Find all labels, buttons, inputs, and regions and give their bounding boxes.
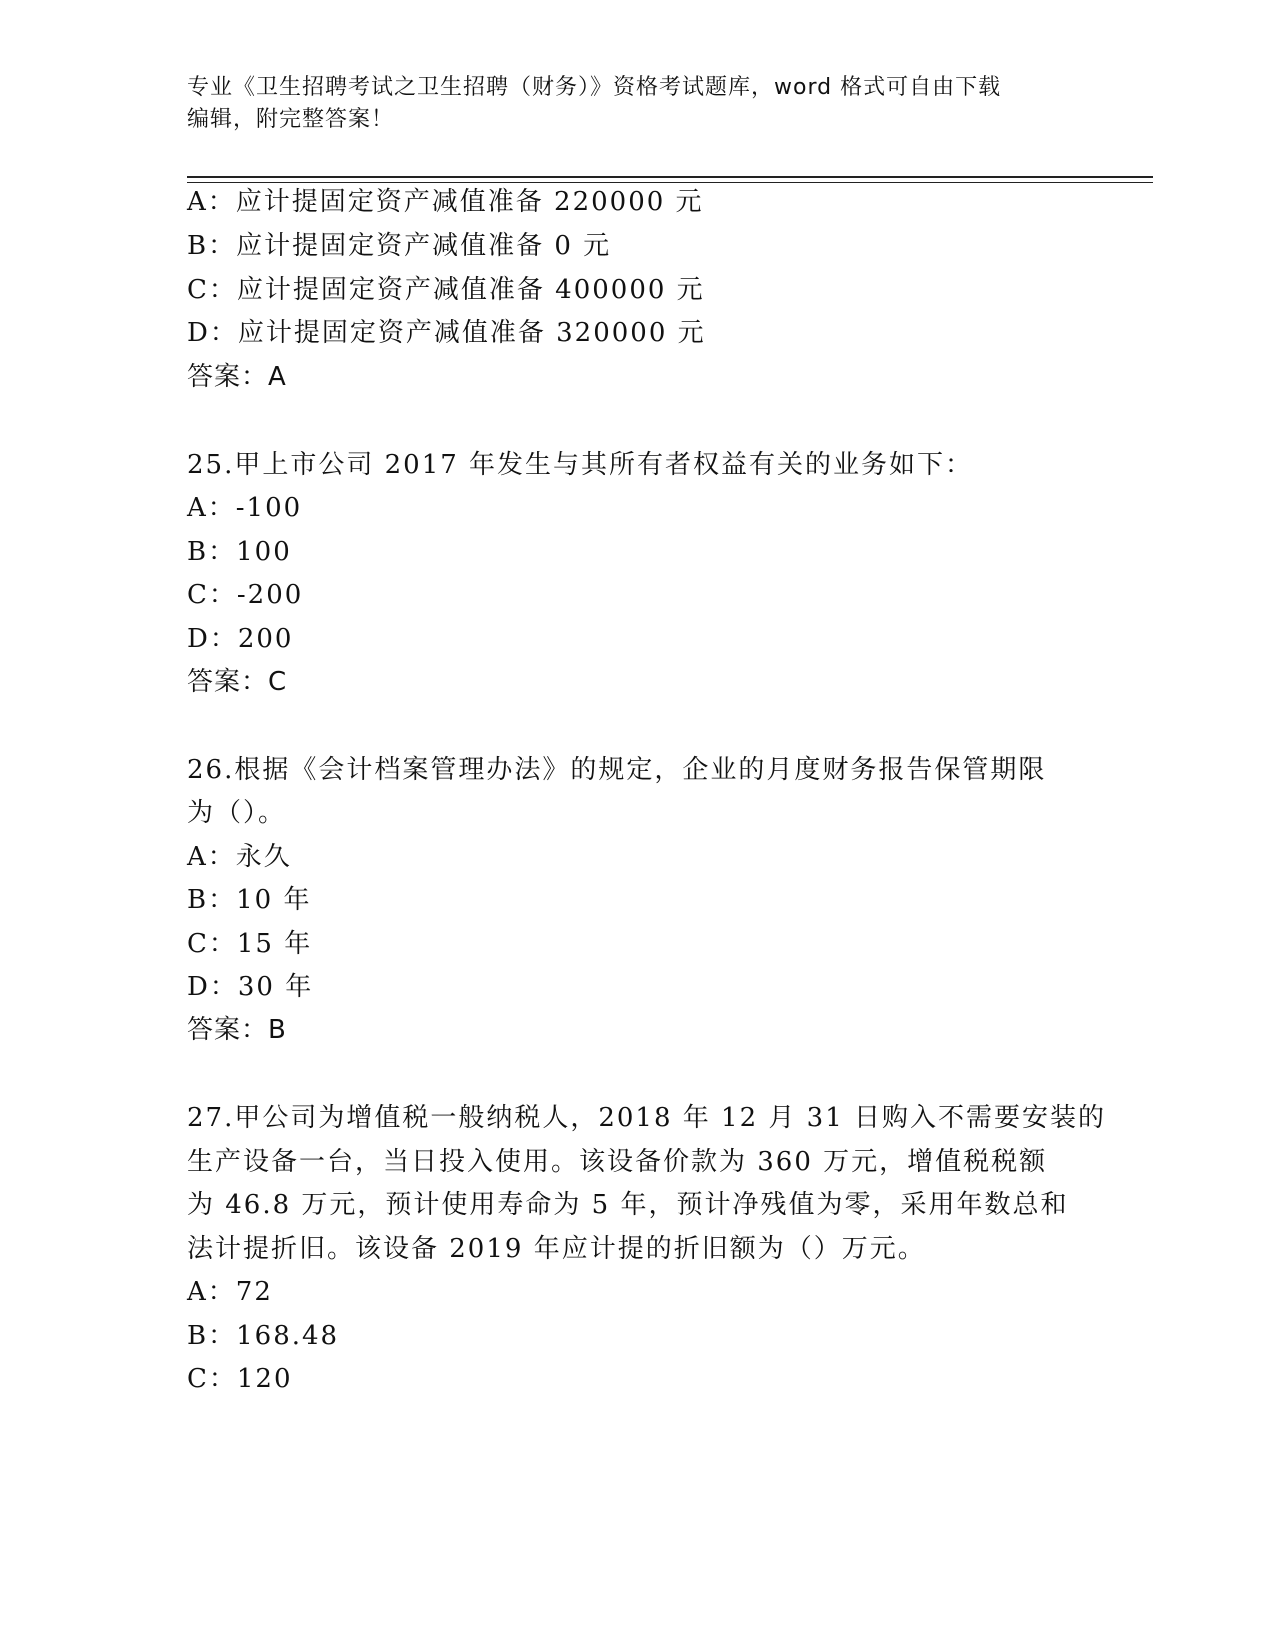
option-a: A：72 [187, 1277, 273, 1307]
option-a: A：-100 [187, 493, 303, 523]
header-divider-thin [187, 182, 1153, 183]
option-a: A：永久 [187, 842, 292, 872]
header-title-line-1: 专业《卫生招聘考试之卫生招聘（财务）》资格考试题库，word 格式可自由下载 [187, 75, 1002, 100]
option-c: C：-200 [187, 580, 304, 610]
question-stem-line-1: 26.根据《会计档案管理办法》的规定，企业的月度财务报告保管期限 [187, 755, 1047, 785]
question-stem-line-2: 为（）。 [187, 798, 287, 828]
answer-label: 答案：C [187, 667, 288, 697]
question-stem-line-2: 生产设备一台，当日投入使用。该设备价款为 360 万元，增值税税额 [187, 1147, 1048, 1177]
option-b: B：10 年 [187, 885, 312, 915]
answer-label: 答案：A [187, 362, 287, 392]
option-a: A：应计提固定资产减值准备 220000 元 [187, 187, 704, 217]
option-d: D：应计提固定资产减值准备 320000 元 [187, 318, 706, 348]
header-title-line-2: 编辑，附完整答案！ [187, 107, 395, 132]
option-c: C：120 [187, 1364, 293, 1394]
document-header [187, 72, 1087, 136]
answer-label: 答案：B [187, 1015, 287, 1045]
question-stem-line-1: 27.甲公司为增值税一般纳税人，2018 年 12 月 31 日购入不需要安装的 [187, 1103, 1107, 1133]
header-divider-thick [187, 176, 1153, 178]
question-stem: 25.甲上市公司 2017 年发生与其所有者权益有关的业务如下： [187, 450, 974, 480]
option-b: B：100 [187, 537, 292, 567]
option-b: B：168.48 [187, 1321, 340, 1351]
option-b: B：应计提固定资产减值准备 0 元 [187, 231, 612, 261]
option-c: C：15 年 [187, 929, 313, 959]
option-c: C：应计提固定资产减值准备 400000 元 [187, 275, 705, 305]
question-stem-line-4: 法计提折旧。该设备 2019 年应计提的折旧额为（）万元。 [187, 1234, 926, 1264]
option-d: D：200 [187, 624, 294, 654]
question-stem-line-3: 为 46.8 万元，预计使用寿命为 5 年，预计净残值为零，采用年数总和 [187, 1190, 1069, 1220]
option-d: D：30 年 [187, 972, 314, 1002]
